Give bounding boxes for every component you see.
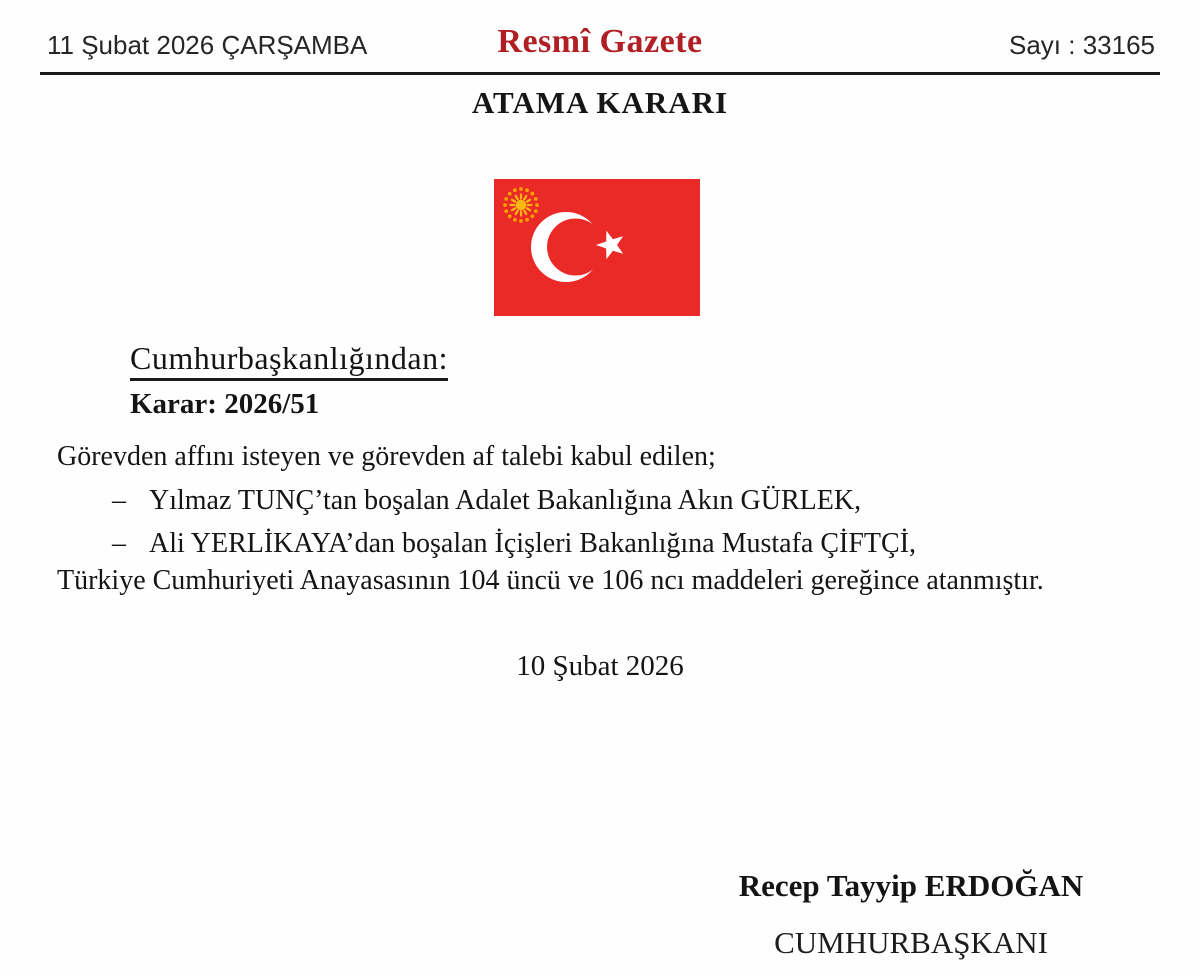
signer-title: CUMHURBAŞKANI	[774, 925, 1048, 960]
decision-number: Karar: 2026/51	[130, 388, 320, 420]
item-text: Yılmaz TUNÇ’tan boşalan Adalet Bakanlığına Akın GÜRLEK,	[149, 485, 862, 516]
appointment-item	[112, 528, 916, 560]
decision-date: 10 Şubat 2026	[516, 650, 684, 682]
header-date: 11 Şubat 2026 ÇARŞAMBA	[47, 30, 368, 60]
gazette-title: Resmî Gazete	[497, 23, 703, 60]
item-text: Ali YERLİKAYA’dan boşalan İçişleri Bakanlığına Mustafa ÇİFTÇİ,	[149, 528, 917, 559]
body-intro: Görevden affını isteyen ve görevden af talebi kabul edilen;	[57, 441, 716, 472]
item-dash: –	[112, 485, 126, 516]
issuing-authority: Cumhurbaşkanlığından:	[130, 340, 448, 381]
issue-number: Sayı : 33165	[1009, 30, 1155, 60]
body-closing: Türkiye Cumhuriyeti Anayasasının 104 üncü ve 106 ncı maddeleri gereğince atanmıştır.	[57, 565, 1044, 596]
item-dash: –	[112, 528, 126, 559]
presidential-flag	[494, 179, 700, 316]
appointment-item	[112, 485, 861, 517]
header-divider	[40, 72, 1160, 75]
signer-name: Recep Tayyip ERDOĞAN	[738, 868, 1084, 903]
document-title: ATAMA KARARI	[471, 85, 729, 120]
signature-block	[731, 868, 1091, 961]
